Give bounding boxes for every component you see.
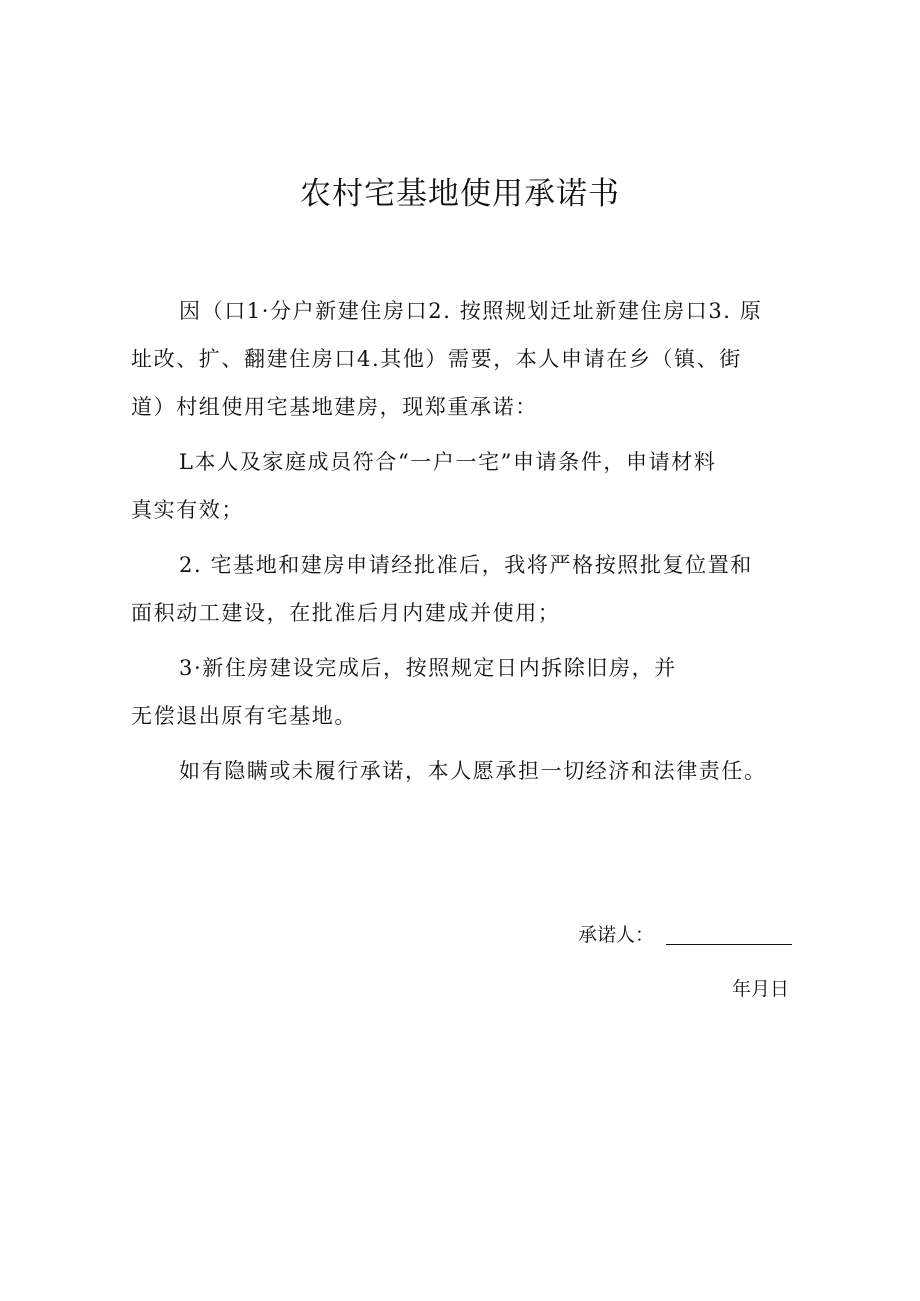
signer-label: 承诺人： <box>578 924 655 946</box>
intro-line-1: 因（口1·分户新建住房口2. 按照规划迁址新建住房口3. 原 <box>179 299 763 323</box>
commitment-item-2 <box>131 541 793 637</box>
item3-line-2: 无偿退出原有宅基地。 <box>131 704 357 728</box>
item1-line-1: L本人及家庭成员符合“一户一宅”申请条件，申请材料 <box>179 450 717 474</box>
item2-line-2: 面积动工建设，在批准后月内建成并使用； <box>131 601 561 625</box>
closing-line: 如有隐瞒或未履行承诺，本人愿承担一切经济和法律责任。 <box>179 759 767 783</box>
date-label: 年月日 <box>732 978 790 1000</box>
intro-line-2: 址改、扩、翻建住房口4.其他）需要，本人申请在乡（镇、街 <box>131 347 742 371</box>
commitment-item-3 <box>131 644 793 740</box>
item1-line-2: 真实有效； <box>131 498 244 522</box>
signature-line <box>666 944 792 945</box>
intro-line-3: 道）村组使用宅基地建房，现郑重承诺： <box>131 395 538 419</box>
page-title: 农村宅基地使用承诺书 <box>300 176 620 212</box>
item2-line-1: 2. 宅基地和建房申请经批准后，我将严格按照批复位置和 <box>179 553 753 577</box>
closing-paragraph <box>131 747 793 795</box>
item3-line-1: 3·新住房建设完成后，按照规定日内拆除旧房，并 <box>179 656 677 680</box>
commitment-item-1 <box>131 438 793 534</box>
intro-paragraph <box>131 287 793 431</box>
